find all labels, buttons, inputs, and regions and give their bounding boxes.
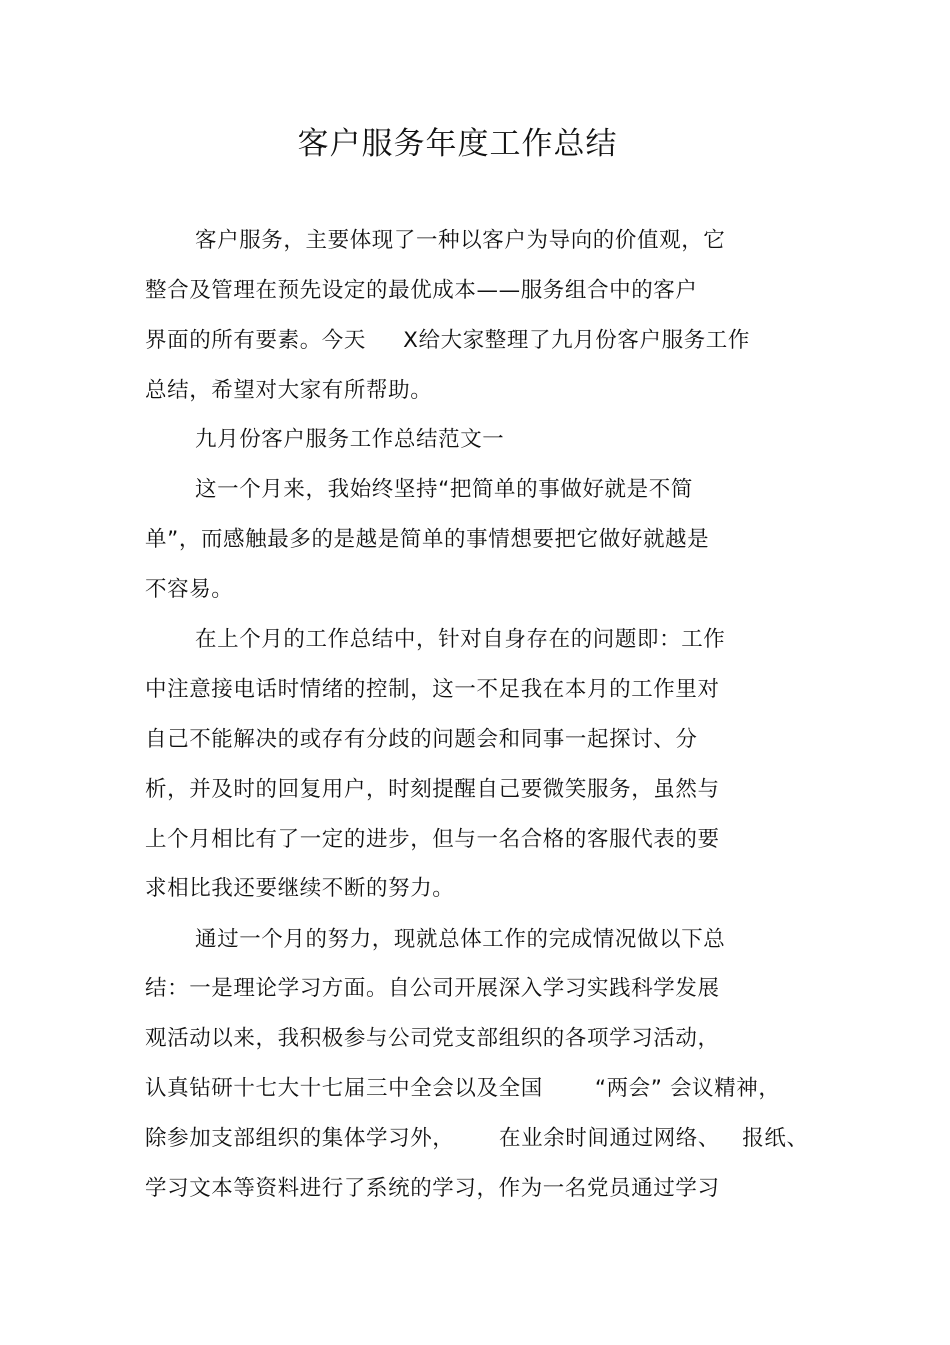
paragraph-line: 求相比我还要继续不断的努力。 — [145, 876, 455, 901]
paragraph-line: 这一个月来，我始终坚持“把简单的事做好就是不简 — [195, 477, 693, 502]
paragraph-line: 除参加支部组织的集体学习外， 在业余时间通过网络、 报纸、 — [145, 1126, 809, 1151]
paragraph-line: 学习文本等资料进行了系统的学习，作为一名党员通过学习 — [145, 1176, 720, 1201]
paragraph-line: 观活动以来，我积极参与公司党支部组织的各项学习活动， — [145, 1026, 720, 1051]
paragraph-line: 中注意接电话时情绪的控制，这一不足我在本月的工作里对 — [145, 677, 720, 702]
paragraph-line: 上个月相比有了一定的进步，但与一名合格的客服代表的要 — [145, 827, 720, 852]
paragraph-line: 通过一个月的努力，现就总体工作的完成情况做以下总 — [195, 927, 726, 952]
section-heading: 九月份客户服务工作总结范文一 — [195, 427, 505, 452]
paragraph-line: 认真钻研十七大十七届三中全会以及全国 “两会” 会议精神， — [145, 1076, 781, 1101]
paragraph-line: 总结，希望对大家有所帮助。 — [145, 378, 433, 403]
paragraph-line: 析，并及时的回复用户，时刻提醒自己要微笑服务，虽然与 — [145, 777, 720, 802]
paragraph-line: 自己不能解决的或存有分歧的问题会和同事一起探讨、分 — [145, 727, 698, 752]
paragraph-line: 不容易。 — [145, 577, 234, 602]
paragraph-line: 客户服务，主要体现了一种以客户为导向的价值观，它 — [195, 228, 726, 253]
paragraph-line: 界面的所有要素。今天 X给大家整理了九月份客户服务工作 — [145, 328, 751, 353]
paragraph-line: 整合及管理在预先设定的最优成本——服务组合中的客户 — [145, 278, 698, 303]
paragraph-line: 在上个月的工作总结中，针对自身存在的问题即：工作 — [195, 627, 726, 652]
document-title: 客户服务年度工作总结 — [297, 126, 618, 162]
paragraph-line: 单”，而感触最多的是越是简单的事情想要把它做好就越是 — [145, 527, 710, 552]
paragraph-line: 结：一是理论学习方面。自公司开展深入学习实践科学发展 — [145, 976, 720, 1001]
